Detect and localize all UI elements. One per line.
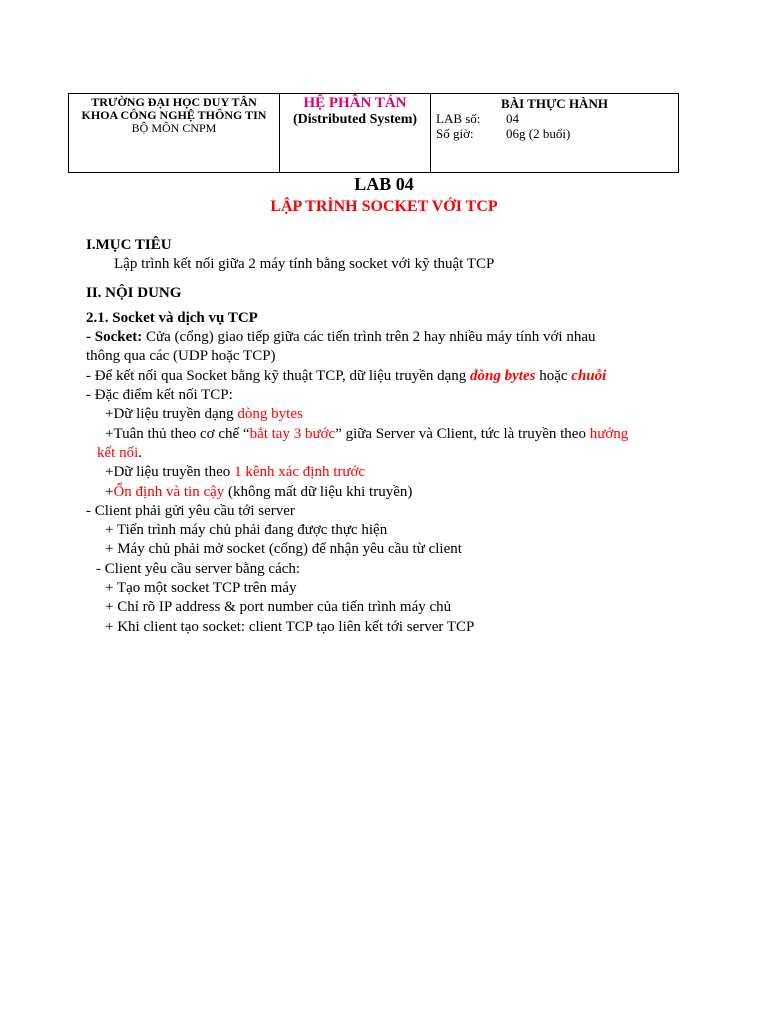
- connection-pre: - Để kết nối qua Socket bằng kỹ thuật TCP, dữ liệu truyền dạng: [86, 367, 471, 384]
- client-condition-2: + Máy chủ phải mở socket (cổng) để nhận yêu cầu từ client: [105, 541, 462, 558]
- feature-4-end: (không mất dữ liệu khi truyền): [224, 483, 413, 500]
- feature-2-pre: +Tuân thủ theo cơ chế “: [105, 425, 250, 442]
- feature-3-red: 1 kênh xác định trước: [234, 464, 366, 481]
- connection-red-1: dòng bytes: [470, 367, 536, 384]
- socket-text: Cửa (cổng) giao tiếp giữa các tiến trình trên 2 hay nhiều máy tính với nhau: [142, 329, 596, 346]
- feature-3: [86, 463, 686, 482]
- client-request: - Client phải gửi yêu cầu tới server: [86, 502, 295, 519]
- section2-heading: II. NỘI DUNG: [86, 284, 182, 301]
- socket-definition: [86, 328, 686, 347]
- feature-1-pre: +Dữ liệu truyền dạng: [105, 406, 238, 423]
- lab-number-row: [431, 111, 678, 126]
- lab-number-label: LAB số:: [436, 111, 481, 126]
- feature-2-red-3: kết nối: [97, 444, 139, 461]
- feature-2-red-2: hướng: [589, 425, 629, 442]
- hours-row: [431, 126, 678, 141]
- department-name: BỘ MÔN CNPM: [131, 121, 217, 135]
- client-method-1: + Tạo một socket TCP trên máy: [105, 580, 297, 597]
- feature-2: [86, 425, 686, 444]
- features-title: - Đặc điểm kết nối TCP:: [86, 387, 233, 404]
- feature-1-red: dòng bytes: [237, 406, 303, 423]
- lab-number-value: 04: [506, 111, 519, 126]
- section1-text: Lập trình kết nối giữa 2 máy tính bằng socket với kỹ thuật TCP: [114, 256, 495, 273]
- connection-mid: hoặc: [535, 367, 572, 384]
- document-body: [86, 236, 686, 637]
- feature-2-mid: ” giữa Server và Client, tức là truyền theo: [335, 425, 590, 442]
- header-left-cell: [69, 94, 280, 173]
- feature-2-end: .: [138, 444, 142, 461]
- course-title: HỆ PHÂN TÁN: [303, 95, 407, 111]
- faculty-name: KHOA CÔNG NGHỆ THÔNG TIN: [81, 108, 267, 122]
- feature-2-red: bắt tay 3 bước: [249, 425, 336, 442]
- university-name: TRƯỜNG ĐẠI HỌC DUY TÂN: [91, 95, 257, 109]
- hours-label: Số giờ:: [436, 126, 474, 141]
- feature-4: [86, 483, 686, 502]
- feature-4-pre: +: [105, 483, 114, 500]
- socket-definition-cont: thông qua các (UDP hoặc TCP): [86, 348, 276, 365]
- section1-heading: I.MỤC TIÊU: [86, 237, 172, 253]
- lab-subtitle: LẬP TRÌNH SOCKET VỚI TCP: [270, 198, 498, 215]
- connection-red-2: chuỗi: [571, 367, 607, 384]
- socket-label: - Socket:: [86, 329, 143, 346]
- header-middle-cell: [280, 94, 431, 173]
- client-method-3: + Khi client tạo socket: client TCP tạo liên kết tới server TCP: [105, 618, 475, 635]
- course-subtitle: (Distributed System): [292, 112, 418, 127]
- feature-2-cont: [86, 444, 686, 463]
- feature-3-pre: +Dữ liệu truyền theo: [105, 464, 235, 481]
- feature-1: [86, 405, 686, 424]
- feature-4-red: Ổn định và tin cậy: [113, 483, 225, 500]
- client-method-2: + Chỉ rõ IP address & port number của tiến trình máy chủ: [105, 599, 452, 616]
- practice-title: BÀI THỰC HÀNH: [501, 96, 608, 111]
- header-table: [68, 93, 679, 173]
- connection-line: [86, 367, 686, 386]
- subsection-heading: 2.1. Socket và dịch vụ TCP: [86, 309, 258, 326]
- client-condition-1: + Tiến trình máy chủ phải đang được thực hiện: [105, 522, 388, 539]
- client-method: - Client yêu cầu server bằng cách:: [96, 560, 301, 577]
- lab-title: LAB 04: [354, 174, 414, 194]
- header-right-cell: [431, 94, 679, 173]
- hours-value: 06g (2 buổi): [506, 126, 571, 141]
